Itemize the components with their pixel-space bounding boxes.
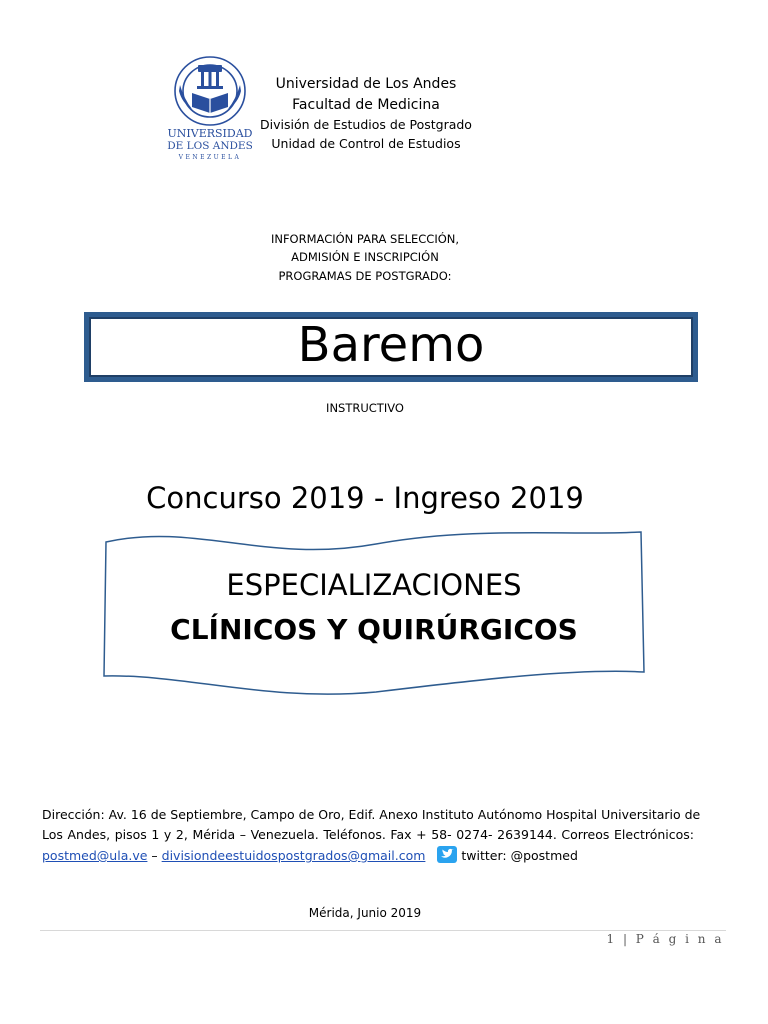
- title-box-inner: [89, 317, 693, 377]
- title-box: [84, 312, 698, 382]
- page-title: Baremo: [297, 317, 485, 373]
- info-line-1: INFORMACIÓN PARA SELECCIÓN,: [270, 232, 460, 246]
- email-link-postmed[interactable]: postmed@ula.ve: [42, 848, 148, 863]
- email-separator: –: [151, 848, 158, 863]
- email-link-gmail[interactable]: divisiondeestuidospostgrados@gmail.com: [161, 848, 426, 863]
- address-contact-line: [42, 845, 694, 866]
- logo-text-line1: UNIVERSIDAD: [167, 127, 253, 140]
- faculty-name: Facultad de Medicina: [292, 97, 440, 113]
- banner-line-1: ESPECIALIZACIONES: [226, 568, 522, 602]
- address-line-2: Los Andes, pisos 1 y 2, Mérida – Venezuela. Teléfonos. Fax + 58- 0274- 2639144. Correos Electrónicos:: [42, 827, 694, 842]
- twitter-bird-icon[interactable]: [437, 846, 457, 863]
- address-line-1: Dirección: Av. 16 de Septiembre, Campo de Oro, Edif. Anexo Instituto Autónomo Hospital Universitario de: [42, 807, 701, 822]
- logo-text-line3: VENEZUELA: [178, 154, 242, 161]
- page-word: | P á g i n a: [622, 932, 724, 946]
- ula-university-seal-icon: [166, 55, 254, 165]
- unit-name: Unidad de Control de Estudios: [271, 136, 461, 151]
- university-logo: [166, 55, 254, 165]
- footer-divider: [40, 930, 726, 931]
- info-line-2: ADMISIÓN E INSCRIPCIÓN: [291, 250, 439, 264]
- page-number: 1: [606, 932, 617, 946]
- university-name: Universidad de Los Andes: [275, 76, 457, 92]
- place-date: Mérida, Junio 2019: [308, 906, 422, 920]
- page-number-footer: [606, 932, 724, 946]
- twitter-handle: twitter: @postmed: [461, 848, 578, 863]
- info-line-3: PROGRAMAS DE POSTGRADO:: [278, 269, 452, 283]
- concurso-heading: Concurso 2019 - Ingreso 2019: [146, 481, 584, 515]
- logo-text-line2: DE LOS ANDES: [167, 140, 253, 152]
- division-name: División de Estudios de Postgrado: [260, 117, 472, 132]
- banner-line-2: CLÍNICOS Y QUIRÚRGICOS: [170, 613, 578, 646]
- subtitle: INSTRUCTIVO: [326, 401, 404, 415]
